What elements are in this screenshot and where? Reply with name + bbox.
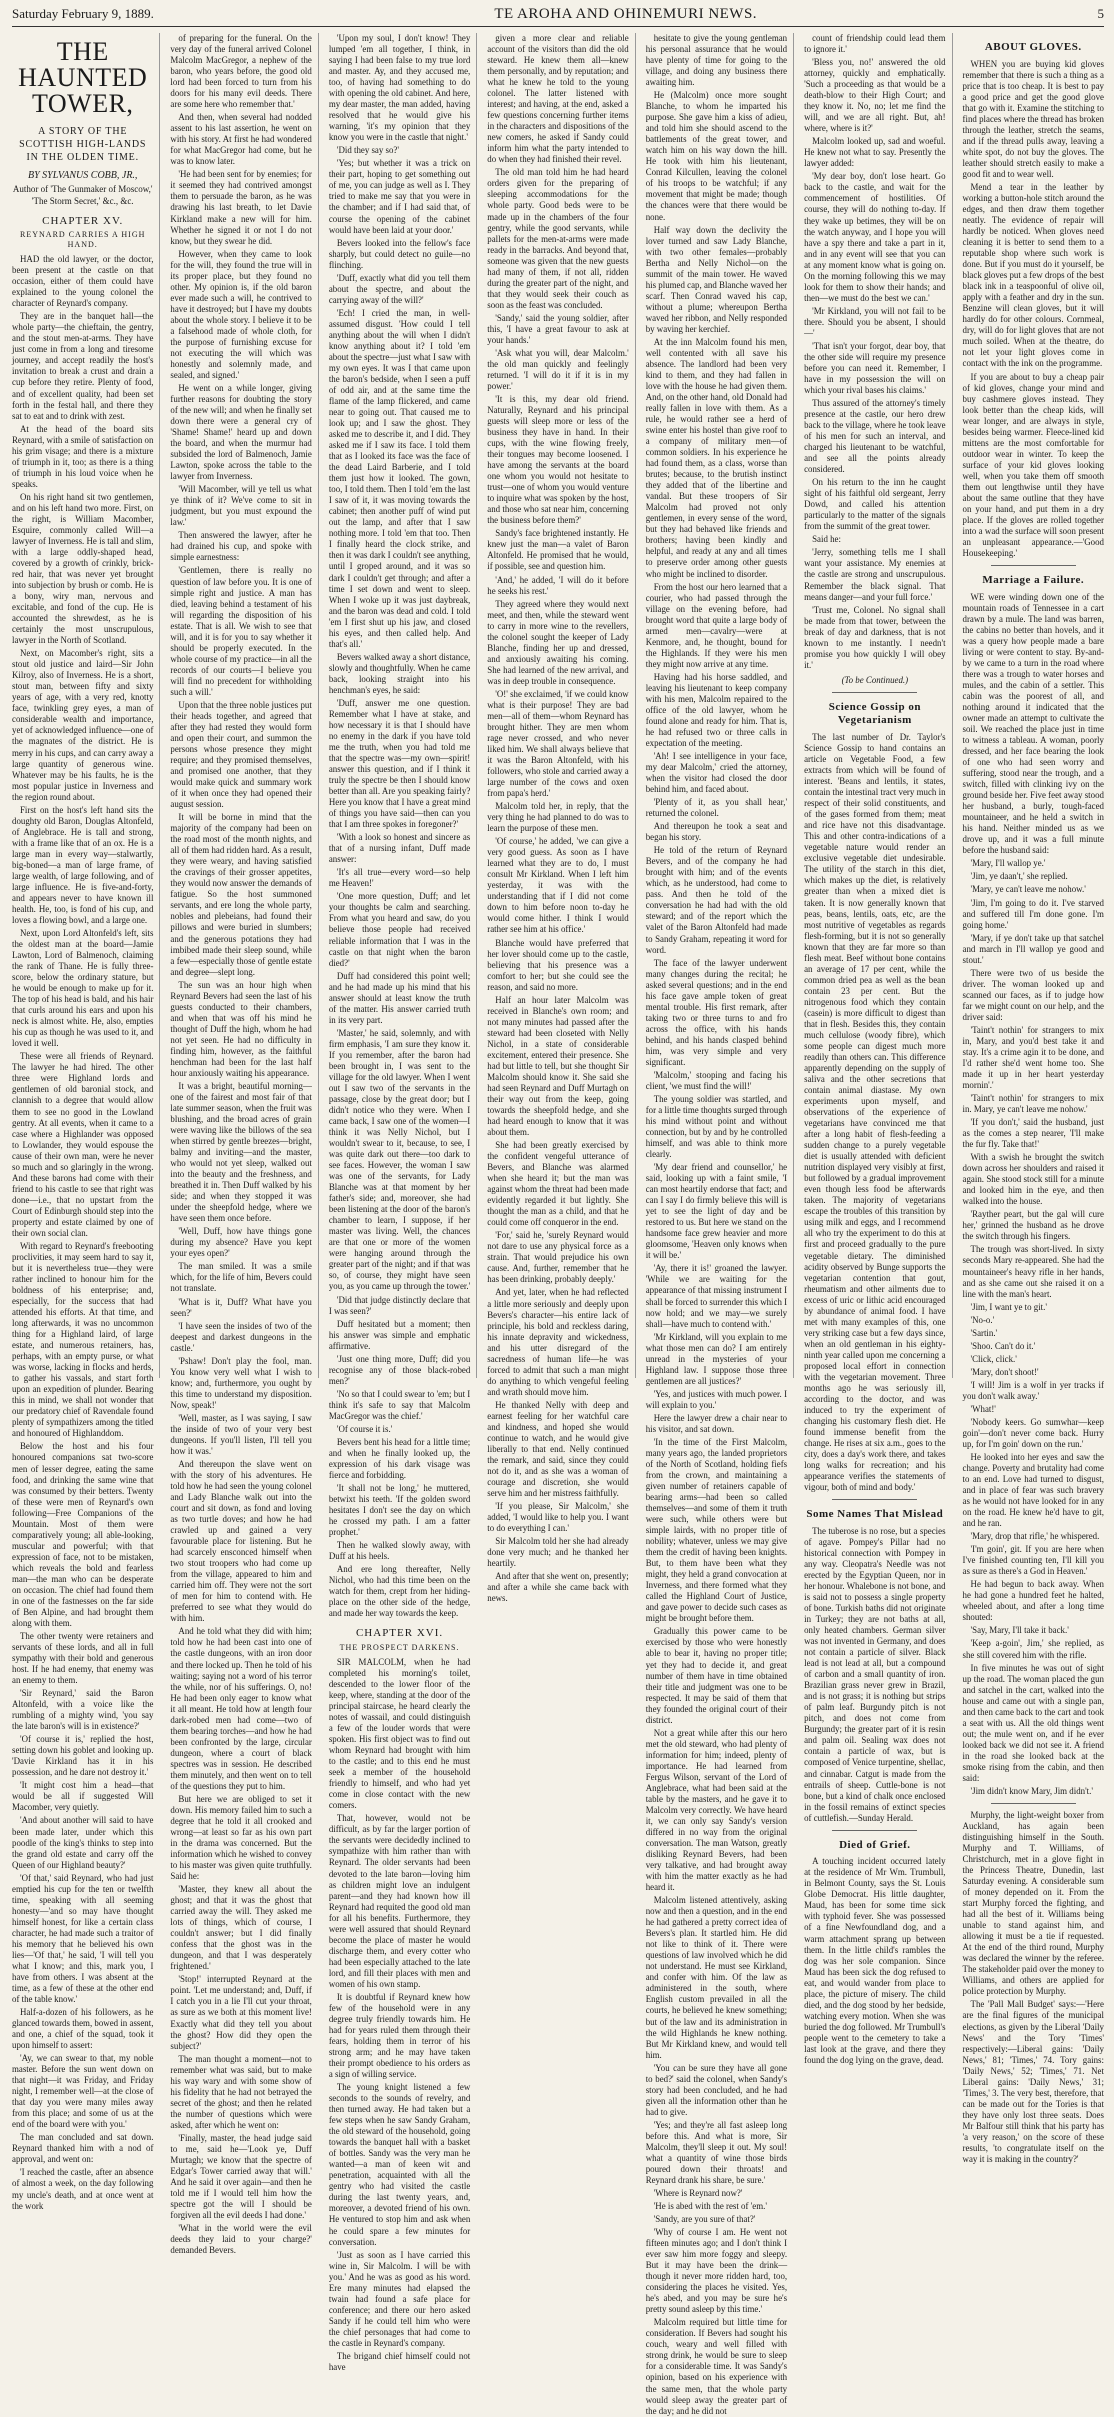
paragraph: They are in the banquet hall—the whole party—the chieftain, the gentry, and the stout men-at-arms. They have just come in from a long and tiresome journey, and accept readily the host's invitation to break a crust and drain a cup before they retire. Plenty of food, and of excellent quality, had been set forth in the festal hall, and there they sat to eat and to drink with zest.: [12, 311, 154, 421]
paragraph: 'Yes, and justices with much power. I will explain to you.': [645, 1388, 788, 1410]
paragraph: Then he walked slowly away, with Duff at his heels.: [328, 1540, 471, 1562]
paragraph: 'Trust me, Colonel. No signal shall be made from that tower, between the break of day and darkness, that is not known to me instantly. I needn't promise you how quickly I will obey it.': [804, 604, 946, 670]
paragraph: 'I will! Jim is a wolf in yer tracks if you don't walk away.': [962, 1379, 1104, 1401]
divider: [832, 1499, 917, 1500]
paragraph: And thereupon he took a seat and began his story.: [645, 821, 788, 843]
paragraph: 'He had been sent for by enemies; for it seemed they had contrived amongst them to persuade the baron, as he was drawing his last breath, to let Davie Kirkland make a new will for him. Whether he signed it or not I do not know, but they swear he did.: [170, 169, 312, 246]
paragraph: Half an hour later Malcolm was received in Blanche's own room; and not many minutes had passed after the steward had been closeted with Nelly Nichol, in a state of considerable excitement, entered their presence. She had but little to tell, but she thought Sir Malcolm should know it. She said she had seen Reynard and Duff Murtagh on their way out from the keep, going towards the sheepfold hedge, and she had heard enough to know that it was about them.: [487, 994, 629, 1138]
science-heading: Science Gossip on Vegetarianism: [828, 700, 921, 727]
paragraph: 'With a look so honest and sincere as that of a nursing infant, Duff made answer:: [328, 832, 471, 865]
paragraph: That, however, would not be difficult, as by far the larger portion of the servants were decidedly inclined to sympathize with him rather than with Reynard. The older servants had been devoted to the late baron—loving him as children might love an indulgent parent—and they had known how ill Reynard had requited the good old man for all his benefits. Furthermore, they were well assured that should Reynard become the place of master he would discharge them, and every cotter who had been especially attached to the late lord, and fill their places with men and women of his own stamp.: [328, 1813, 471, 1989]
paragraph: SIR MALCOLM, when he had completed his morning's toilet, descended to the lower floor of the keep, where, standing at the door of the principal staircase, he heard clearly the notes of wassail, and could distinguish a few of the louder words that were spoken. His first object was to find out whom Reynard had brought with him to the castle; and to this end he must seek a member of the household friendly to himself, and who had yet come in close contact with the new comers.: [328, 1656, 471, 1811]
paragraph: 'Upon my soul, I don't know! They lumped 'em all together, I think, in saying I had been false to my true lord and master. Ay, and they accused me, too, of having had something to do with opening the old cabinet. And here, my dear master, the man added, having resolved that he would give his warning, 'it's my opinion that they know you were in the castle that night.': [328, 33, 471, 143]
column-1: [12, 33, 160, 2211]
paragraph: First on the host's left hand sits the doughty old Baron, Douglas Altonfeld, of Anglebrace. He is tall and strong, with a frame like that of an ox. He is a large man in every way—stalwartly, big-boned—a man of large frame, of large wealth, of large following, and of large influence. He is five-and-forty, and appears never to have known ill health. He, too, is fond of his cup, and loves a flowing bowl, and a large one.: [12, 804, 154, 925]
paragraph: 'Bless you, no!' answered the old attorney, quickly and emphatically. 'Such a proceeding as that would be a death-blow to their High Court; and they know it. No, no; let me find the will, and we are all right. But, ah! where, where is it?': [804, 57, 946, 134]
paragraph: 'Click, click.': [970, 1353, 1017, 1364]
paragraph: 'And about another will said to have been made later, under which this poodle of the king's thinks to step into the grand old estate and carry off the Queen of our Highland beauty?': [12, 1815, 154, 1870]
paragraph: Said he:: [812, 534, 841, 545]
paragraph: 'Mary, drop that rifle,' he whispered.: [970, 1531, 1100, 1542]
paragraph: It was a bright, beautiful morning—one of the fairest and most fair of that late summer season, when the fruit was blushing, and the broad acres of grain were waving like the billows of the sea when stirred by gentle breezes—bright, balmy and inviting—and the master, who would not yet sleep, walked out into the beauty and the freshness, and breathed it in. Then Duff walked by his side; and when they stopped it was under the sheepfold hedge, where we have seen them once before.: [170, 1080, 312, 1224]
paragraph: 'I have seen the insides of two of the deepest and darkest dungeons in the castle.': [170, 1320, 312, 1353]
chapter-subheading: REYNARD CARRIES A HIGH HAND.: [20, 230, 146, 250]
paragraph: And ere long thereafter, Nelly Nichol, who had this time been on the watch for them, crept from her hiding-place on the other side of the hedge, and made her way towards the keep.: [328, 1564, 471, 1619]
paragraph: 'What in the world were the evil deeds they laid to your charge?' demanded Bevers.: [170, 2223, 312, 2256]
divider: [991, 1803, 1076, 1804]
paragraph: Upon that the three noble justices put their heads together, and agreed that after they had rested they would form and open their court, and summon the persons whose presence they might require; and they promised themselves, and promised one another, that they would make quick and summary work of it when once they had opened their august session.: [170, 699, 312, 810]
paragraph: 'Nobody keers. Go sumwhar—keep goin'—don't never come back. Hurry up, for I'm goin' down on the run.': [962, 1416, 1104, 1449]
paragraph: 'Say, Mary, I'll take it back.': [970, 1625, 1069, 1636]
paragraph: 'Master,' he said, solemnly, and with firm emphasis, 'I am sure they know it. If you remember, after the baron had been brought in, I was sent to the village for the old lawyer. When I went out I saw two of the servants in the passage, close by the great door; but I didn't notice who they were. When I came back, I saw one of the women—I think it was Nelly Nichol, but I wouldn't swear to it, because, to see, I was quite dark out there—too dark to see faces. However, the woman I saw was one of the servants, for Lady Blanche was at that moment by her father's side; and, moreover, she had been listening at the door of the baron's chamber to learn, I suppose, if her master was living. Well, the chances are that one or more of the women were hanging around through the greater part of the night; and if that was so, of course, they might have seen you, as you came up through the tower.': [328, 1027, 471, 1292]
gloves-heading: ABOUT GLOVES.: [984, 41, 1082, 53]
paragraph: 'Where is Reynard now?': [653, 2187, 743, 2198]
paragraph: 'One more question, Duff; and let your thoughts be calm and searching. From what you heard and saw, do you believe those people had received reliable information that I was in the castle on that night when the baron died?': [328, 891, 471, 968]
paragraph: But here we are obliged to set it down. His memory failed him to such a degree that he told it all crooked and wrong—at least so far as his own part in the drama was concerned. But the information which he wished to convey to his master was given quite truthfully. Said he:: [170, 1793, 312, 1882]
paragraph: 'My dear friend and counsellor,' he said, looking up with a faint smile, 'I can most heartily endorse that fact; and can I say I do firmly believe this will is yet to see the light of day and be restored to us. But here we stand on the handsome face grew heavier and more gloomsome, 'Heaven only knows when it will be.': [645, 1162, 788, 1261]
paragraph: 'In the time of the First Malcolm, many years ago, the landed proprietors of the North of Scotland, holding fiefs from the crown, and maintaining a given number of retainers capable of bearing arms—had been so called themselves—and some of them it truth were such, while others were but simple lairds, with no proper title of nobility; whatever, unless we may give them the credit of having been knights. But, to them have been what they might, they held a grand convocation at Inverness, and there formed what they called the Highland Court of Justice, and gave power to decide such cases as might be brought before them.: [645, 1436, 788, 1624]
paragraph: 'Malcolm,' stooping and facing his client, 'we must find the will!': [645, 1069, 788, 1091]
paragraph: If you are about to buy a cheap pair of kid gloves, change your mind and buy cashmere gloves instead. They look better than the cheap kids, will wear longer, and are always in style, besides being warmer. Fleece-lined kid mittens are the most comfortable for outdoor wear in winter. To keep the surface of your kid gloves looking well, when you take them off smooth them out lengthwise until they have about the same outline that they have on your hand, and put them in a dry place. If the gloves are rolled together into a wad the surface will soon present an unpleasant appearance.—'Good Housekeeping.': [962, 371, 1104, 558]
paragraph: Malcolm told her, in reply, that the very thing he had planned to do was to learn the purpose of these men.: [487, 801, 629, 834]
paragraph: 'Plenty of it, as you shall hear,' returned the colonel.: [645, 797, 788, 819]
paragraph: 'Stop!' interrupted Reynard at the point. 'Let me understand; and, Duff, if I catch you in a lie I'll cut your throat, as sure as we both at this moment live! Exactly what did they tell you about the ghost? How did they open the subject?': [170, 1974, 312, 2051]
page-number: 5: [1097, 6, 1104, 21]
paragraph: Malcolm listened attentively, asking now and then a question, and in the end he had gathered a pretty correct idea of Bevers's plan. It startled him. He did not like to think of it. There were questions of law involved which he did not understand. He must see Kirkland, and confer with him. Of the law as administered in the south, where English custom prevailed in all the courts, he believed he knew something; but of the law and its administration in the wild Highlands he knew nothing. But Mr Kirkland knew, and would tell him.: [645, 1895, 788, 2060]
paragraph: WHEN you are buying kid gloves remember that there is such a thing as a price that is too cheap. It is best to pay a good price and get the good glove that go with it. Examine the stitching to find places where the thread has broken through the leather, stretch the seams, and if the thread pulls away, leaving a white spot, do not buy the gloves. The leather should stretch easily to make a good fit and to wear well.: [962, 58, 1104, 179]
paragraph: Thus assured of the attorney's timely presence at the castle, our hero drew back to the village, where he took leave of his men for such an interval, and charged his lieutenant to be watchful, and see all the points already considered.: [804, 398, 946, 475]
paragraph: It is doubtful if Reynard knew how few of the household were in any degree truly friendly towards him. He had for years ruled them through their fears, holding them in terror of his strong arm; and he may have taken their prompt obedience to his orders as a sign of willing service.: [328, 1991, 471, 2080]
column-6: [804, 33, 952, 2065]
paragraph: 'Ah! I see intelligence in your face, my dear Malcolm,' cried the attorney, when the visitor had closed the door behind him, and faced about.: [645, 751, 788, 795]
paragraph: 'Taint't nothin' for strangers to mix in. Mary, ye can't leave me nohow.': [962, 1093, 1104, 1115]
paragraph: 'If you don't,' said the husband, just as the comes a step nearer, 'I'll make the fur fly. Take that!': [962, 1117, 1104, 1150]
paragraph: And then, when several had nodded assent to his last assertion, he went on with his story. At first he had wondered for what MacGregor had come, but he was to know later.: [170, 112, 312, 167]
paragraph: 'O!' she exclaimed, 'if we could know what is their purpose! They are bad men—all of them—whom Reynard has brought hither. They are men whom rage never crossed, and who never liked him. We shall always believe that it was the Baron Altonfeld, with his followers, who stole and carried away a large number of the cows and oxen from papa's herd.': [487, 688, 629, 799]
marriage-heading: Marriage a Failure.: [982, 574, 1085, 587]
grief-heading: Died of Grief.: [839, 1838, 911, 1851]
divider: [832, 692, 917, 693]
paragraph: The 'Pall Mall Budget' says:—'Here are the final figures of the municipal elections, as given by the Liberal 'Daily News' and the Tory 'Times' respectively:—Liberal gains: 'Daily News,' 81; 'Times,' 74. Tory gains: 'Daily News,' 52; 'Times,' 71. Net Liberal gains: 'Daily News,' 31; 'Times,' 3. The very best, therefore, that can be made out for the Tories is that they have only lost three seats. Does Mr Balfour still think that his party has 'a very reason,' on the score of these results, 'to congratulate itself on the way it is making in the country?': [962, 1999, 1104, 2164]
paragraph: And he told what they did with him; told how he had been cast into one of the castle dungeons, with an iron door and there locked up. Then he told of his waiting; saying not a word of his terror the while, nor of his sufferings. O, no! He had been only eager to know what it all meant. He told how at length four dark-robed men had come—two of them bearing torches—and how he had been confronted by the large, circular dungeon, where a court of black spectres was in session. He described them minutely, and then went on to tell of the questions they put to him.: [170, 1626, 312, 1791]
paragraph: 'And,' he added, 'I will do it before he seeks his rest.': [487, 574, 629, 596]
paragraph: With regard to Reynard's freebooting proclivities, it may seem hard to say it, but it is nevertheless true—they were rather inclined to honour him for the boldness of his enterprise; and, especially, for the success that had attended his efforts. At that time, and long afterwards, it was no uncommon thing for a Highland laird, of large estate, and numerous retainers, has, perhaps, with an empty purse, or what was worse, lacking in flocks and herds, to gather his vassals, and start forth upon an expedition of plunder. Bearing this in mind, we shall not wonder that our predatory chief of Ravendale found plenty of sympathizers among the titled and honoured of Highlanddom.: [12, 1240, 154, 1439]
paragraph: 'Rayther peart, but the gal will cure her,' grinned the husband as he drove the switch through his fingers.: [962, 1209, 1104, 1242]
paragraph: 'No so that I could swear to 'em; but I think it's safe to say that Malcolm MacGregor was the chief.': [328, 1388, 471, 1421]
paragraph: He went on a while longer, giving further reasons for doubting the story of the new will; and when he finally set down there were a general cry of 'Shame! Shame!' heard up and down the board, and when the murmur had subsided the lord of Balmenoch, Jamie Lawton, spoke across the table to the lawyer from Inverness.: [170, 382, 312, 482]
paragraph: 'Pshaw! Don't play the fool, man. You know very well what I wish to know; and, furthermore, you ought by this time to understand my disposition. Now, speak!': [170, 1355, 312, 1410]
paragraph: Mend a tear in the leather by working a button-hole stitch around the edges, and then draw them together neatly. The evidence of repair will hardly be noticed. When gloves need cleaning it is better to send them to a reputable shop where such work is done. But if you must do it yourself, be black gloves put a few drops of the best black ink in a teaspoonful of olive oil, apply with a feather and dry in the sun. Benzine will clean gloves, but it will hardly do for other colours. Cornmeal, dry, will do for light gloves that are not much soiled. When at the theatre, do not let your light gloves come in contact with the ink on the programme.: [962, 181, 1104, 369]
paragraph: 'Jim, ye daan't,' she replied.: [970, 871, 1068, 882]
paragraph: 'Just one thing more, Duff; did you recognise any of those black-robed men?': [328, 1353, 471, 1386]
names-text: [804, 1526, 945, 1824]
paragraph: Sandy's face brightened instantly. He knew just the man—a valet of Baron Altonfeld. He promised that he would, if possible, see and question him.: [487, 528, 629, 572]
column-1-text: [12, 254, 153, 2211]
paragraph: Murphy, the light-weight boxer from Auckland, has again been distinguishing himself in the South. Murphy and T. Williams, of Christchurch, met in a glove fight in the Princess Theatre, Dunedin, last Saturday evening. A considerable sum of money depended on it. From the start Murphy forced the fighting, and had all the best of it. Williams being unable to stand against him, and allowing it must be a tie if requested. At the end of the third round, Murphy was declared the winner by the referee. The stakeholder paid over the money to Williams, and others are applied for police protection by Murphy.: [962, 1809, 1104, 1997]
paragraph: He thanked Nelly with deep and earnest feeling for her watchful care and kindness, and hoped she would continue to watch, and he would give liberally to that end. Nelly continued the remark, and said, since they could not do it, and as she was a woman of courage and discretion, she would serve him and her mistress faithfully.: [487, 1399, 629, 1499]
masthead: [12, 6, 1104, 27]
paragraph: 'You can be sure they have all gone to bed?' said the colonel, when Sandy's story had been concluded, and he had given all the information other than he had to give.: [645, 2062, 788, 2117]
paragraph: 'Gentlemen, there is really no question of law before you. It is one of simple right and justice. A man has died, leaving behind a testament of his will regarding the disposition of his estate. That is all. We wish to see that will, and it is for you to say whether it should be properly executed. In the whole course of my practice—in all the records of our courts—I believe you will find no precedent for withholding such a will.': [170, 565, 312, 697]
paragraph: And yet, later, when he had reflected a little more seriously and deeply upon Bevers's character—his entire lack of principle, his bold and reckless daring, his innate depravity and wickedness, and his utter disregard of the sacredness of human life—he was forced to admit that such a man might do anything to which vengeful feeling and wrath should move him.: [487, 1287, 629, 1397]
paragraph: 'For,' said he, 'surely Reynard would not dare to use any physical force as a strain. That would prejudice his own cause. And, further, remember that he has been drinking, probably deeply.': [487, 1230, 629, 1285]
science-text: [804, 732, 945, 1493]
paragraph: 'Mary, if ye don't take up that satchel and march in I'll wallop ye good and stout.': [962, 932, 1104, 965]
story-title: THE HAUNTED TOWER,: [18, 37, 148, 118]
paragraph: She had been greatly exercised by the confident vengeful utterance of Bevers, and Blanche was alarmed when she heard it; but the man was against whom the threat had been made evidently regarded it but lightly. She thought the man as a child, and that he could come off conqueror in the end.: [487, 1140, 629, 1228]
paragraph: The man smiled. It was a smile which, for the life of him, Bevers could not translate.: [170, 1261, 312, 1294]
paragraph: 'It might cost him a head—that would be all if suggested Will Macomber, very quietly.: [12, 1780, 154, 1813]
paragraph: 'That isn't your forgot, dear boy, that the other side will require my presence before you can need it. Remember, I have in my possession the will on which your rival bases his claims.': [804, 340, 946, 395]
paragraph: 'Did that judge distinctly declare that I was seen?': [328, 1294, 471, 1316]
paragraph: A touching incident occurred lately at the residence of Mr Wm. Trumbull, in Belmont County, says the St. Louis Globe Democrat. His little daughter, Maud, has been for some time sick with typhoid fever. She was possessed of a fine Newfoundland dog, and a warm attachment sprang up between them. In the little child's rambles the dog was her sole companion. Since Maud has been sick the dog refused to eat, and would wander from place to place, the picture of misery. The child died, and the dog stood by her bedside, watching every motion. When she was buried the dog followed. Mr Trumbull's people went to the cemetery to take a last look at the grave, and there they found the dog lying on the grave, dead.: [804, 1856, 946, 2065]
paragraph: 'Jim, I want ye to git.': [970, 1301, 1047, 1312]
paragraph: 'Keep a-goin', Jim,' she replied, as she still covered him with the rifle.: [962, 1638, 1104, 1660]
paragraph: 'Yes; but whether it was a trick on their part, hoping to get something out of me, you can judge as well as I. They tried to make me say that you were in the chamber; and if I had said that, of course the opening of the cabinet would have been laid at your door.': [328, 158, 471, 235]
paper-title: TE AROHA AND OHINEMURI NEWS.: [494, 6, 758, 22]
paragraph: The brigand chief himself could not have: [328, 2350, 471, 2372]
divider: [991, 565, 1076, 566]
paragraph: 'Jim, I'm going to do it. I've starved and suffered till I'm done gone. I'm going home.': [962, 897, 1104, 930]
paragraph: Not a great while after this our hero met the old steward, who had plenty of information for him; indeed, plenty of importance. He had learned from Fergus Wilson, servant of the Lord of Anglebrace, what had been said at the table by the masters, and he gave it to Malcolm very correctly. We have heard it, we can only say Sandy's version differed in no way from the original conversation. The man Watson, greatly disliking Reynard Bevers, had been very talkative, and had brought away with him the matter exactly as he had heard it.: [645, 1727, 788, 1893]
paragraph: Duff had considered this point well; and he had made up his mind that his answer should at least know the truth of the matter. His answer carried truth in its very part.: [328, 970, 471, 1025]
paragraph: 'If you please, Sir Malcolm,' she added, 'I would like to help you. I want to do everything I can.': [487, 1501, 629, 1534]
paragraph: He had begun to back away. When he had gone a hundred feet he halted, wheeled about, and after a long time shouted:: [962, 1579, 1104, 1623]
paragraph: He looked into her eyes and saw the change. Poverty and brutality had come to an end. Love had turned to disgust, and in place of fear was such bravery as he would not have looked for in any on the road. He knew he'd have to git, and he ran.: [962, 1451, 1104, 1529]
column-3-text: [329, 33, 470, 1619]
paragraph: HAD the old lawyer, or the doctor, been present at the castle on that occasion, either of them could have explained to the young colonel the character of Reynard's company.: [12, 254, 154, 309]
paragraph: With a swish he brought the switch down across her shoulders and raised it again. She stood stock still for a minute and looked him in the eye, and then walked into the house.: [962, 1152, 1104, 1207]
column-4-text: [487, 33, 628, 1604]
columns: [12, 33, 1104, 2416]
paragraph: The last number of Dr. Taylor's Science Gossip to hand contains an article on Vegetable Food, a few extracts from which will be found of interest. 'Beans and lentils, it states, contain the intestinal tract very much in respect of their solid constituents, and of the gases formed from them; meat and rice have not this disadvantage. This and other contra-indications of a vegetable nature would render an exclusive vegetable diet undesirable. The utility of the starch in this diet, which makes up the diet, is relatively greater than when a mixed diet is taken. It is now generally known that peas, beans, lentils, oats, etc, are the most nutritive of vegetables as regards flesh-forming, but it is not so generally known that they are far more so than flesh meat. Beef without bone contains an average of 17 per cent, while the common dried pea as well as the bean contain 23 per cent. But the nitrogenous food which they contain (casein) is more difficult to digest than that in flesh. Besides this, they contain much cellulose (woody fibre), which some people can digest much more readily than others can. This difference apparently depending on the supply of saliva and the other secretions that contain animal diastase. My own experiments upon myself, and observations of the experience of vegetarians have convinced me that after a long habit of flesh-feeding a sudden change to a purely vegetable diet is usually attended with deficient nutrition displayed very visibly at first, but followed by a gradual improvement even though less food be afterwards taken. The majority of vegetarians escape the troubles of this transition by using milk and eggs, and I recommend all who try the experiment to do this at first and proceed gradually to the pure vegetable dietary. The diminished acidity observed by Bunge supports the vegetarian contention that gout, rheumatism and other ailments due to excess of uric or lithic acid encouraged by abundance of animal food. I have met with many examples of this, one very striking case but a few days since, when an old gentleman in his eighty-ninth year called upon me concerning a proposed local effort in connection with the vegetarian movement. Three months ago he was seriously ill, according to the doctor, and was induced to try the experiment of changing his customary flesh diet. He found immense benefit from the change. He rises at six a.m., goes to the city, does a day's work there, and takes long walks for recreation; and his appearance verifies the statements of vigour, both of mind and body.': [804, 732, 946, 1493]
paragraph: count of friendship could lead them to ignore it.': [804, 33, 946, 55]
paragraph: 'Mary, ye can't leave me nohow.': [970, 884, 1086, 895]
paragraph: 'It is this, my dear old friend. Naturally, Reynard and his principal guests will sleep more or less of the business they have in hand. In their cups, with the wine flowing freely, their tongues may become loosened. I have among the servants at the board one whom you would not hesitate to trust—one of whom you would venture to inquire what was spoken by the host, and those who sat near him, concerning the business before them?': [487, 394, 629, 526]
paragraph: 'Well, master, as I was saying, I saw the inside of two of your very best dungeons. If you'll listen, I'll tell you how it was.': [170, 1412, 312, 1456]
column-2-text: [170, 33, 311, 2256]
paragraph: 'Jim didn't know Mary, Jim didn't.': [970, 1785, 1093, 1796]
paragraph: 'Sandy,' said the young soldier, after this, 'I have a great favour to ask at your hands.': [487, 312, 629, 345]
issue-date: Saturday February 9, 1889.: [12, 6, 154, 21]
column-7: [962, 33, 1104, 2164]
column-2: [170, 33, 318, 2256]
paragraph: 'Ay, there it is!' groaned the lawyer. 'While we are waiting for the appearance of that missing instrument I shall be forced to surrender this which I now hold; and we may—we surely shall—have much to contend with.': [645, 1263, 788, 1329]
paragraph: 'Of course it is,' replied the host, setting down his goblet and looking up. 'Davie Kirkland has it in his possession, and he dare not destroy it.': [12, 1734, 154, 1778]
paragraph: 'I reached the castle, after an absence of almost a week, on the day following my uncle's death, and at once went at the work: [12, 2167, 154, 2211]
paragraph: Bevers looked into the fellow's face sharply, but could detect no guile—no flinching.: [328, 237, 471, 270]
paragraph: 'Did they say so?': [336, 145, 399, 156]
paragraph: Bevers bent his head for a little time; and when he finally looked up, the expression of his dark visage was fierce and forbidding.: [328, 1436, 471, 1480]
paragraph: The trough was short-lived. In sixty seconds Mary re-appeared. She had the mountaineer's heavy rifle in her hands, and as she came out she raised it on a line with the man's heart.: [962, 1244, 1104, 1299]
paragraph: 'Sandy, are you sure of that?': [653, 2214, 756, 2225]
murphy-text: [963, 1810, 1104, 2165]
paragraph: Blanche would have preferred that her lover should come up to the castle, believing that his presence was a comfort to her; but she could see the reason, and said no more.: [487, 937, 629, 992]
paragraph: 'Shoo. Can't do it.': [970, 1340, 1036, 1351]
paragraph: Gradually this power came to be exercised by those who were honestly able to bear it, having no proper title; yet they had to decide it, and great number of them have in time obtained their title and judgment was one to be respected. It may be said of them that they founded the original court of their district.: [645, 1626, 788, 1725]
paragraph: 'Just as soon as I have carried this wine in, Sir Malcolm. I will be with you.' And he was as good as his word. Ere many minutes had elapsed the twain had found a safe place for conference; and there our hero asked Sandy if he could tell him who were the chief personages that had come to the castle in Reynard's company.: [328, 2249, 471, 2348]
paragraph: The young soldier was startled, and for a little time thoughts surged through his mind without point and without connection, but by and by he controlled himself, and was able to think more clearly.: [645, 1093, 788, 1160]
paragraph: And thereupon the slave went on with the story of his adventures. He told how he had seen the young colonel and Lady Blanche walk out into the court and sit down, as fond and loving as two turtle doves; and how he had crawled up and gained a very favourable place for listening. But he had scarcely ensconced himself when two stout troopers who had come up from the village, appeared to him and carried him off. They were not the sort of men for him to contend with. He preferred to see what they would do with him.: [170, 1458, 312, 1624]
to-be-continued: (To be Continued.): [841, 674, 909, 685]
paragraph: 'What!': [970, 1403, 996, 1414]
column-3b-text: [329, 1657, 470, 2373]
paragraph: 'Duff, answer me one question. Remember what I have at stake, and how necessary it is that I should have no enemy in the dark if you have told me the truth, when you had told me that the spectre was—my own—spirit! answer this question, and if I think it truly the spectre be then I should know better than all. Are you speaking fairly? Here you know that I have a great mind of things you have said—then can you that I am three spokes in foregoner?': [328, 697, 471, 830]
paragraph: 'Ech! I cried the man, in well-assumed disgust. 'How could I tell anything about the will when I didn't know anything about it? I told 'em about the spectre—just what I saw with my own eyes. It was I that came upon the baron's bedside, when I seen a puff of odd air, and at the same time the flame of the lamp flickered, and came near to going out. That caused me to look up; and I saw the ghost. They asked me to describe it, and I did. They asked me if I saw its face. I told them that as I looked its face was the face of the dead Laird Barberie, and I told them just how it looked. The gown, too, I told them. Then I told 'em the last I saw of it, it was moving towards the cabinet; then another puff of wind put out the lamp, and after that I saw nothing more. I told 'em that too. Then I finally heard the clock strike, and then it was dark I couldn't see anything, until I groped around, and it was so dark I couldn't get through; and after a time I set down and went to sleep. When I woke up it was just daybreak, and the baron was dead and cold. I told 'em I first shut up his jaw, and closed his eyes, and then called help. And that's all.': [328, 307, 471, 649]
paragraph: In five minutes he was out of sight up the road. The woman placed the gun and satchel in the cart, walked into the house and came out with a single pan, and then came back to the cart and took a seat with us. All the old things went out; the mule went on, and if he ever looked back we did not see it. A friend in the road she looked back at the smoke rising from the cabin, and then said:: [962, 1662, 1104, 1783]
paragraph: 'Ask what you will, dear Malcolm.' the old man quickly and feelingly returned. 'I will do it if it is in my power.': [487, 347, 629, 391]
paragraph: 'Well, Duff, how have things gone during my absence? Have you kept your eyes open?': [170, 1226, 312, 1259]
column-5-text: [646, 33, 787, 2417]
gloves-text: [963, 59, 1104, 559]
paragraph: On his return to the inn he caught sight of his faithful old sergeant, Jerry Dowd, and called his attention particularly to the matter of the signals from the summit of the great tower.: [804, 477, 946, 532]
paragraph: 'What is it, Duff? What have you seen?': [170, 1296, 312, 1318]
paragraph: 'Mr Kirkland, will you explain to me what those men can do? I am entirely unread in the mysteries of your Highland law. I suppose those three gentlemen are all justices?': [645, 1331, 788, 1386]
paragraph: 'Sir Reynard,' said the Baron Altonfeld, with a voice like the rumbling of a mighty wind, 'you say the late baron's will is in existence?': [12, 1688, 154, 1732]
paragraph: There were two of us beside the driver. The woman looked up and scanned our faces, as if to judge how far we might count on our help, and the driver said:: [962, 967, 1104, 1022]
paragraph: The face of the lawyer underwent many changes during the recital; he asked several questions; and in the end his face gave ample token of great mental trouble. His first remark, after taking two or three turns to and fro across the office, with his hands behind, and his hands clasped behind him, was very simple and very significant.: [645, 957, 788, 1067]
paragraph: Malcolm required but little time for consideration. If Bevers had sought his couch, weary and well filled with strong drink, he would be sure to sleep for a considerable time. It was Sandy's opinion, based on his experience with the same men, that the whole party would sleep away the greater part of the day; and he did not: [645, 2317, 788, 2416]
paragraph: Duff hesitated but a moment; then his answer was simple and emphatic affirmative.: [328, 1318, 471, 1351]
paragraph: The young knight listened a few seconds to the sounds of revelry, and then turned away. He had taken but a few steps when he saw Sandy Graham, the old steward of the household, going towards the banquet hall with a basket of bottles. Sandy was the very man he wanted—a man of keen wit and penetration, acquainted with all the gentry who had visited the castle during the last twenty years, and, moreover, a devoted friend of his own. He ventured to stop him and ask when he could spare a few minutes for conversation.: [328, 2082, 471, 2247]
paragraph: They agreed where they would next meet, and then, while the steward went to carry in more wine to the revellers, the colonel sought the keeper of Lady Blanche, finding her up and dressed, and anxiously awaiting his coming. She had learned of the new arrival, and was in deep trouble in consequence.: [487, 598, 629, 686]
paragraph: 'Jerry, something tells me I shall want your assistance. My enemies at the castle are strong and unscrupulous. Remember the black signal. That means danger—and your full force.': [804, 547, 946, 602]
paragraph: Bevers walked away a short distance, slowly and thoughtfully. When he came back, looking straight into his henchman's eyes, he said:: [328, 651, 471, 695]
paragraph: 'Finally, master, the head judge said to me, said he—'Look ye, Duff Murtagh; we know that the spectre of Edgar's Tower carried away that will.' And he said it over again—and then he told me if I would tell him how the spectre got the will I should be forgiven all the evil deeds I had done.': [170, 2132, 312, 2221]
paragraph: 'Mary, don't shoot!': [970, 1366, 1039, 1377]
paragraph: From the host our hero learned that a courier, who had passed through the village on the evening before, had brought word that quite a large body of armed men—cavalry—were at Kenmore, and, he thought, bound for the Highlands. If they were his men they might now arrive at any time.: [645, 581, 788, 669]
paragraph: Sir Malcolm told her she had already done very much; and he thanked her heartily.: [487, 1536, 629, 1569]
paragraph: 'Will Macomber, will ye tell us what ye think of it? We've come to sit in judgment, but you must expound the law.': [170, 484, 312, 528]
paragraph: The sun was an hour high when Reynard Bevers had seen the last of his guests conducted to their chambers, and when that was off his mind he thought of Duff the high, whom he had not yet seen. He had no difficulty in finding him, however, as the faithful henchman had been for the last half hour anxiously waiting his appearance.: [170, 979, 312, 1078]
paragraph: given a more clear and reliable account of the visitors than did the old steward. He knew them all—knew them personally, and by reputation; and what he knew he told to the young colonel. The latter listened with interest; and having, at the end, asked a few questions concerning further items in the characters and dispositions of the new comers, he asked if Sandy could inform him what the party intended to do when they had finished their revel.: [487, 33, 629, 165]
paragraph: Half-a-dozen of his followers, as he glanced towards them, bowed in assent, and one, a chief of the squad, took it upon himself to assert:: [12, 2007, 154, 2051]
paragraph: 'I'm goin', git. If you are here when I've finished counting ten, I'll kill you as sure as there's a God in Heaven.': [962, 1544, 1104, 1577]
paragraph: Malcolm looked up, sad and woeful. He knew not what to say. Presently the lawyer added:: [804, 136, 946, 169]
paragraph: It will be borne in mind that the majority of the company had been on the road most of the month nights, and all of them had ridden hard. As a result, they were weary, and having satisfied the cravings of their grosser appetites, they would now answer the demands of fatigue. So the host summoned servants, and ere long the whole party, nobles and plebeians, had found their pillows and were buried in slumbers; and the generous potations they had imbibed made their sleep sound, while a few—especially those of gentle estate and degree—slept long.: [170, 812, 312, 977]
paragraph: WE were winding down one of the mountain roads of Tennessee in a cart drawn by a mule. The land was barren, the cabins no better than hovels, and it was a query how people made a bare living or were content to stay. By-and-by we came to a turn in the road where there was a trough to water horses and mules, and the cabin of a settler. This cabin was the poorest of all, and nothing around it indicated that the owner made an attempt to cultivate the soil. We reached the place just in time to witness a tableau. A woman, poorly dressed, and her face bearing the look of one who had seen worry and suffering, stood near the trough, and a switch, filled with clinking ivy on the ground beside her. Five feet away stood her husband, a burly, tough-faced mountaineer, and he held a switch in his hand. Neither minded us as we drove up, and it was a full minute before the husband said:: [962, 591, 1104, 856]
paragraph: He told of the return of Reynard Bevers, and of the company he had brought with him; and of the events which, as he understood, had come to pass. And then he told of the conversation he had had with the old steward; and of the report which the valet of the Baron Altonfeld had made to Sandy Graham, repeating it word for word.: [645, 845, 788, 955]
paragraph: He (Malcolm) once more sought Blanche, to whom he imparted his purpose. She gave him a kiss of adieu, and told him she should ascend to the battlements of the great tower, and watch him on his way down the hill. He took with him his lieutenant, Conrad Kilcullen, leaving the colonel of his troops to be watchful; if any movement that might be made; though the chances were that there would be none.: [645, 90, 788, 222]
paragraph: 'My dear boy, don't lose heart. Go back to the castle, and wait for the commencement of hostilities. Of course, they will do nothing to-day. If they wake up betimes, they will be on the watch anyway, and I hope you will have a spy there and take a part in it, and in any event will see that you can at any moment know what is going on. On the morning following this we may look for them to show their hands; and then—we must do the best we can.': [804, 171, 946, 303]
paragraph: Next, on Macomber's right, sits a stout old justice and laird—Sir John Kilroy, also of Inverness. He is a short, stout man, between fifty and sixty years of age, with a very red, knotty face, twinkling grey eyes, a man of considerable wealth and importance, yet of acknowledged influence—one of the magnates of the district. He is merry in his cups, and can carry away a large quantity of generous wine. Whatever may be his faults, he is the most popular justice in Inverness and the region round about.: [12, 648, 154, 802]
paragraph: 'Of that,' said Reynard, who had just emptied his cup for the ten or twelfth time, speaking with all seeming honesty—'and so may have thought himself honest, for like a certain class character, he had made such a traitor of his memory that he believed his own lies—'Of that,' he said, 'I will tell you what I know; and this, mark you, I have from others. I was absent at the time, as a few of these at the other end of the table know.': [12, 1872, 154, 2004]
chapter-heading: CHAPTER XV.: [42, 214, 124, 227]
paragraph: 'Of course,' he added, 'we can give a very good guess. As soon as I have learned what they are to do, I must consult Mr Kirkland. When I left him yesterday, it was with the understanding that if I did not come down to him before noon to-day he would come hither. I think I would rather see him at his office.': [487, 836, 629, 935]
paragraph: 'Master, they knew all about the ghost; and that it was the ghost that carried away the will. They asked me lots of things, which of course, I couldn't answer; but I did finally confess that the ghost was in the dungeon, and that I was desperately frightened.': [170, 1884, 312, 1972]
chapter-16-subheading: THE PROSPECT DARKENS.: [339, 1643, 460, 1652]
paragraph: Then answered the lawyer, after he had drained his cup, and spoke with simple earnestness:: [170, 530, 312, 563]
story-subtitle: A STORY OF THE SCOTTISH HIGH-LANDS IN THE OLDEN TIME.: [19, 126, 147, 163]
column-3: [328, 33, 477, 2372]
column-5: [645, 33, 794, 2416]
paragraph: 'Mary, I'll wallop ye.': [970, 858, 1046, 869]
paragraph: 'Mr Kirkland, you will not fail to be there. Should you be absent, I should—': [804, 305, 946, 338]
paragraph: Half way down the declivity the lover turned and saw Lady Blanche, with two other females—probably Bertha and Nelly Nichol—on the summit of the main tower. He waved his plumed cap, and Blanche waved her scarf. Then Conrad waved his cap, without a plume; whereupon Bertha waved her ribbon, and Nelly responded by waving her kerchief.: [645, 224, 788, 334]
paragraph: 'Yes; and they're all fast asleep long before this. And what is more, Sir Malcolm, they'll sleep it out. My soul! what a quantity of wine those birds poured down their throats! and Reynard drank his share, be sure.': [645, 2119, 788, 2185]
paragraph: 'It's all true—every word—so help me Heaven!': [328, 867, 471, 889]
paragraph: 'Sartin.': [970, 1327, 998, 1338]
column-6-text: [804, 33, 945, 671]
paragraph: 'Why of course I am. He went not fifteen minutes ago; and I don't think I ever saw him more foggy and sleepy. But it may have been the drink—though it never more ridden hard, too, considering the places he visited. Yes, he's abed, and you may be sure he's pretty sound asleep by this time.': [645, 2227, 788, 2315]
paragraph: Below the host and his four honoured companions sat two-score men of lesser degree, eating the same food, and drinking the same wine that was consumed by their betters. Twenty of these were men of Reynard's own following—Free Companions of the Mountain. Most of them were comparatively young; all able-looking, muscular and powerful; with that expression of face, not to be mistaken, which reveals the bold and fearless man—the man who can be desperate on occasion. The chief had found them in one of the fastnesses on the far side of Ben Alpine, and had brought them along with them.: [12, 1441, 154, 1628]
paragraph: 'Taint't nothin' for strangers to mix in, Mary, and you'd best take it and stay. It's a crime agin it to be done, and I'd rather she'd went home too. She made it up in her heart yesterday mornin'.': [962, 1024, 1104, 1090]
author-note: Author of 'The Gunmaker of Moscow,' 'The Storm Secret,' &c., &c.: [12, 184, 153, 206]
paragraph: However, when they came to look for the will, they found the true will in its proper place, but they found no other. My opinion is, if the old baron ever made such a will, he contrived to have it destroyed; but I have my doubts about the whole story. I believe it to be a falsehood made of whole cloth, for the purpose of furnishing excuse for not executing the will which was honestly and solemnly made, and sealed, and signed.': [170, 248, 312, 380]
paragraph: At the inn Malcolm found his men, well contented with all save his absence. The landlord had been very kind to them, and they had fallen in love with the house he had given them. And, on the other hand, old Donald had really fallen in love with them. As a rule, he would rather see a herd of swine enter his hostel than give roof to a company of military men—of common soldiers. In his experience he had found them, as a class, worse than brutes; because, to the brutish instinct they added that of the libertine and vandal. But these troopers of Sir Malcolm had proved not only gentlemen, in every sense of the word, but they had behaved like friends and brothers; having been kindly and helpful, and ready at any and all times to preserve order among other guests who might be inclined to disorder.: [645, 336, 788, 579]
paragraph: 'Of course it is.': [336, 1423, 393, 1434]
paragraph: Having had his horse saddled, and leaving his lieutenant to keep company with his men, Malcolm repaired to the office of the old lawyer, whom he found alone and ready for him. That is, he had refused two or three calls in expectation of the meeting.: [645, 671, 788, 748]
grief-text: [804, 1856, 945, 2066]
paragraph: The man thought a moment—not to remember what was said, but to make his way wary and with some show of his fidelity that he had not betrayed the secret of the ghost; and then he related the number of questions which were asked, after which he went on:: [170, 2053, 312, 2130]
column-4: [487, 33, 635, 1604]
paragraph: The old man told him he had heard orders given for the preparing of sleeping accommodations for the whole party. Good beds were to be made up in the chambers of the four gentry, while the good servants, while pallets for the men-at-arms were made ready in the barracks. And beyond that, someone was given that the new guests had many of them, if not all, ridden during the greater part of the night, and that they would seek their couch as soon as the feast was concluded.: [487, 167, 629, 310]
paragraph: The tuberose is no rose, but a species of agave. Pompey's Pillar had no historical connection with Pompey in any way. Cleopatra's Needle was not erected by the Egyptian Queen, nor in her honour. Whalebone is not bone, and is said not to possess a single property of bone. Turkish baths did not originate in Turkey; they are not baths at all, only heated chambers. German silver was not invented in Germany, and does not contain a particle of silver. Black lead is not lead at all, but a compound of carbon and a small quantity of iron. Brazilian grass never grew in Brazil, and is not grass; it is nothing but strips of palm leaf. Burgundy pitch is not pitch, and does not come from Burgundy; the greater part of it is resin and palm oil. Sealing wax does not contain a particle of wax, but is composed of Venice turpentine, shellac, and cinnabar. Catgut is made from the entrails of sheep. Cuttle-bone is not bone, but a kind of chalk once enclosed in the fossil remains of extinct species of cuttlefish.—Sunday Herald.: [804, 1525, 946, 1823]
paragraph: The man concluded and sat down. Reynard thanked him with a nod of approval, and went on:: [12, 2132, 154, 2165]
paragraph: 'No-o.': [970, 1314, 995, 1325]
paragraph: Next, upon Lord Altonfeld's left, sits the oldest man at the board—Jamie Lawton, Lord of Balmenoch, claiming the rank of Thane. He is fully three-score, below the ordinary stature, but he would be enough to make up for it. The top of his head is bald, and his hair that curls around his ears and upon his neck is almost white. He, also, empties his cup as though he was used to it, and loved it well.: [12, 928, 154, 1049]
paragraph: At the head of the board sits Reynard, with a smile of satisfaction on his grim visage; and there is a mixture of triumph in it, too; as there is a thing of triumph in his loud voice when he speaks.: [12, 423, 154, 489]
names-heading: Some Names That Mislead: [806, 1508, 944, 1521]
paragraph: 'He is abed with the rest of 'em.': [653, 2201, 767, 2211]
paragraph: These were all friends of Reynard. The lawyer he had hired. The other three were Highland lords and gentlemen of old baronial stock, and clannish to a degree that would allow them to see no good in the Lowland gentry. At all events, when it came to a case where a Highlander was opposed to Lowlander, they would espouse the cause of their own man, were he never so much and so glaringly in the wrong. And these barons had come with their friend to his castle to see that right was done—i.e., that no upstart from the Court of Edinburgh should step into the property and estate claimed by one of their own social clan.: [12, 1051, 154, 1238]
paragraph: And after that she went on, presently; and after a while she came back with news.: [487, 1571, 629, 1604]
paragraph: of preparing for the funeral. On the very day of the funeral arrived Colonel Malcolm MacGregor, a nephew of the baron, who years before, the good old lord had been forced to turn from his doors for his many evil deeds. There are some here who remember that.': [170, 33, 312, 110]
chapter-16-heading: CHAPTER XVI.: [355, 1627, 444, 1640]
paragraph: The other twenty were retainers and servants of these lords, and all in full sympathy with their bold and generous host. If he had enemy, that enemy was an enemy to them.: [12, 1630, 154, 1686]
paragraph: On his right hand sit two gentlemen, and on his left hand two more. First, on the right, is William Macomber, Esquire, commonly called Will—a lawyer of Inverness. He is tall and slim, with a large oddly-shaped head, covered by a growth of crinkly, brick-red hair, that was never yet brought into subjection by brush or comb. He is a bony, wiry man, nervous and excitable, and fond of the cup. He is accounted the shrewdest, as he is certainly the most unscrupulous, lawyer in the North of Scotland.: [12, 491, 154, 646]
paragraph: Here the lawyer drew a chair near to his visitor, and sat down.: [645, 1412, 788, 1434]
paragraph: 'It shall not be long,' he muttered, betwixt his teeth. 'If the golden sword hesitates I don't see the day on which he crossed my path. I am a fatter prophet.': [328, 1483, 471, 1538]
paragraph: 'Ay, we can swear to that, my noble master. Before the sun went down on that night—it was Friday, and Friday night, I remember well—at the close of that day you were many miles away from this place; and some of us at the end of the board were with you.': [12, 2053, 154, 2130]
divider: [832, 1830, 917, 1831]
marriage-text: [963, 592, 1104, 1797]
paragraph: 'Duff, exactly what did you tell them about the spectre, and about the carrying away of the will?': [328, 272, 471, 305]
paragraph: hesitate to give the young gentleman his personal assurance that he would have plenty of time for going to the village, and doing any business there awaiting him.: [645, 33, 788, 88]
byline: BY SYLVANUS COBB, JR.,: [27, 170, 138, 181]
